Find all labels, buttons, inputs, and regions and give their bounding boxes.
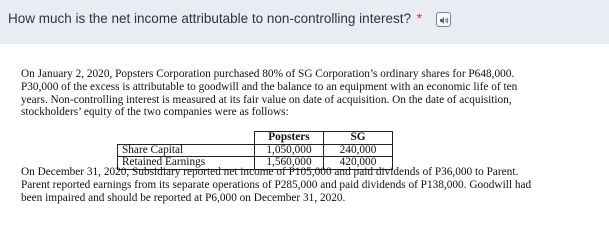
paragraph-line: P30,000 of the excess is attributable to goodwill and the balance to an equipment with an economic life of ten: [21, 80, 518, 93]
paragraph-line: been impaired and should be reported at P6,000 on December 31, 2020.: [21, 191, 346, 204]
audio-play-icon[interactable]: [436, 12, 451, 27]
row-popsters-value: 1,560,000: [255, 157, 324, 170]
paragraph-line: On December 31, 2020, Subsidiary reported net income of P105,000 and paid dividends of P36,000 to Parent.: [21, 166, 519, 178]
paragraph-line: stockholders’ equity of the two companies were as follows:: [21, 106, 289, 119]
problem-paragraph-1: [21, 68, 596, 119]
paragraph-line: years. Non-controlling interest is measured at its fair value on date of acquisition. On the date of acquisition,: [21, 93, 512, 106]
row-sg-value: 240,000: [324, 144, 393, 157]
paragraph-line: Parent reported earnings from its separate operations of P285,000 and paid dividends of P138,000. Goodwill had: [21, 178, 532, 191]
table-row: [118, 144, 393, 157]
row-popsters-value: 1,050,000: [255, 144, 324, 157]
equity-table: [117, 131, 393, 170]
question-text: How much is the net income attributable to non-controlling interest?: [8, 11, 411, 26]
required-asterisk: *: [416, 11, 422, 26]
question-header: [0, 0, 609, 44]
table-header-sg: SG: [324, 132, 393, 145]
paragraph-line: On January 2, 2020, Popsters Corporation purchased 80% of SG Corporation’s ordinary shares for P648,000.: [21, 68, 515, 80]
row-label: Retained Earnings: [118, 157, 255, 170]
problem-image: [6, 58, 604, 223]
table-header-row: [118, 132, 393, 145]
table-header-popsters: Popsters: [255, 132, 324, 145]
row-sg-value: 420,000: [324, 157, 393, 170]
row-label: Share Capital: [118, 144, 255, 157]
problem-paragraph-2: [21, 166, 596, 204]
question-title: [8, 11, 422, 26]
table-header-blank: [118, 132, 255, 145]
